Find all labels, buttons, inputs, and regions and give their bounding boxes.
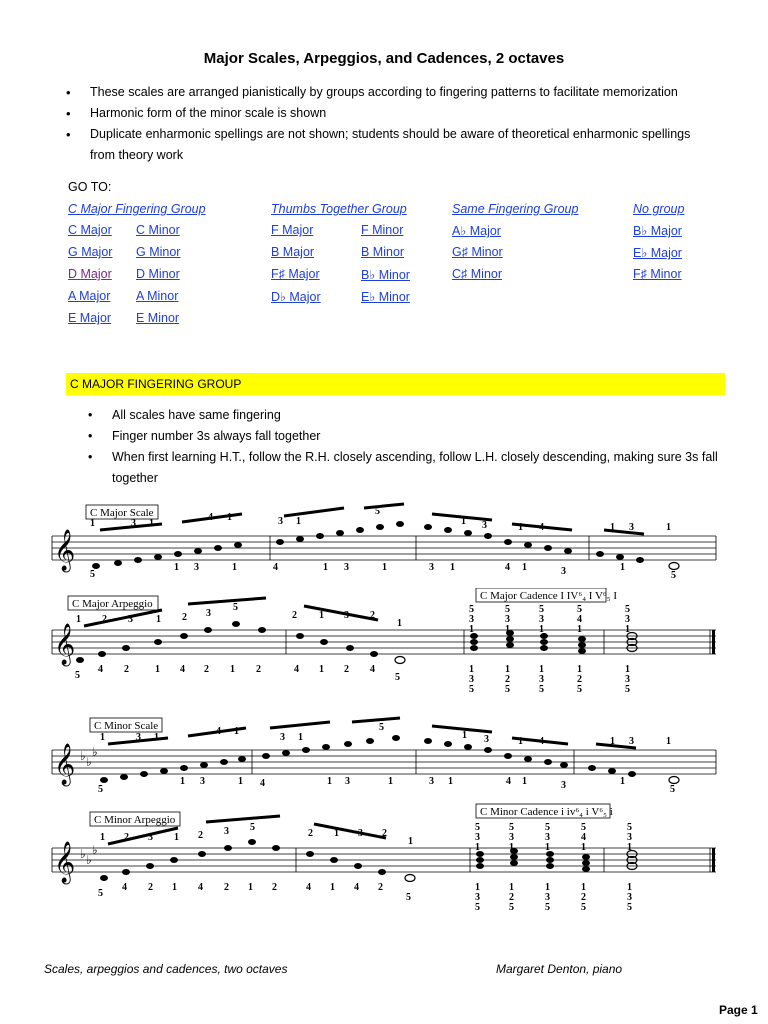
svg-text:1: 1 <box>450 562 455 573</box>
staff-lines <box>52 750 716 774</box>
svg-text:3: 3 <box>545 892 550 903</box>
svg-text:2: 2 <box>272 882 277 893</box>
link-c-major-fingering-group[interactable]: C Major Fingering Group <box>68 202 206 216</box>
svg-text:1: 1 <box>625 624 630 635</box>
treble-clef-icon: 𝄞 <box>54 744 76 785</box>
svg-text:1: 1 <box>545 882 550 893</box>
flat-icon: ♭ <box>92 843 98 857</box>
svg-text:1: 1 <box>174 562 179 573</box>
svg-text:2: 2 <box>382 828 387 839</box>
link-scale[interactable]: C Major <box>68 223 112 237</box>
svg-text:1: 1 <box>397 618 402 629</box>
svg-text:3: 3 <box>131 518 136 529</box>
svg-text:1: 1 <box>505 664 510 675</box>
svg-text:4: 4 <box>581 832 586 843</box>
svg-text:4: 4 <box>577 614 582 625</box>
svg-text:1: 1 <box>666 522 671 533</box>
svg-text:5: 5 <box>581 902 586 913</box>
svg-text:4: 4 <box>216 726 221 737</box>
svg-text:1: 1 <box>509 842 514 853</box>
svg-text:3: 3 <box>482 520 487 531</box>
link-thumbs-together-group[interactable]: Thumbs Together Group <box>271 202 407 216</box>
svg-text:5: 5 <box>671 570 676 580</box>
svg-text:5: 5 <box>406 892 411 903</box>
svg-text:5: 5 <box>545 902 550 913</box>
svg-text:5: 5 <box>625 604 630 615</box>
scale-label: C Minor Scale <box>94 720 159 732</box>
flat-icon: ♭ <box>80 749 86 763</box>
svg-text:2: 2 <box>124 832 129 843</box>
staff-notation <box>44 500 728 580</box>
svg-text:1: 1 <box>581 842 586 853</box>
svg-text:1: 1 <box>610 522 615 533</box>
svg-text:1: 1 <box>232 562 237 573</box>
svg-text:1: 1 <box>149 518 154 529</box>
svg-text:1: 1 <box>174 832 179 843</box>
svg-text:1: 1 <box>227 512 232 523</box>
svg-text:4: 4 <box>98 664 103 675</box>
svg-text:5: 5 <box>539 604 544 615</box>
svg-text:1: 1 <box>666 736 671 747</box>
svg-text:1: 1 <box>539 664 544 675</box>
staff-notation <box>44 800 728 920</box>
c-minor-arpeggio-staff <box>44 800 728 920</box>
svg-text:3: 3 <box>625 614 630 625</box>
cadence-label: C Minor Cadence i iv⁶₄ i V⁶₅ i <box>480 806 613 818</box>
svg-text:2: 2 <box>581 892 586 903</box>
svg-text:5: 5 <box>509 902 514 913</box>
svg-text:5: 5 <box>625 684 630 695</box>
svg-text:1: 1 <box>319 610 324 621</box>
scale-label: C Major Scale <box>90 507 154 519</box>
svg-text:3: 3 <box>280 732 285 743</box>
svg-text:3: 3 <box>128 614 133 625</box>
scale-label: C Major Arpeggio <box>72 598 153 610</box>
staff-notation <box>44 712 728 796</box>
svg-text:2: 2 <box>370 610 375 621</box>
flat-icon: ♭ <box>86 755 92 769</box>
svg-text:3: 3 <box>505 614 510 625</box>
svg-text:1: 1 <box>238 776 243 787</box>
svg-text:1: 1 <box>180 776 185 787</box>
svg-text:1: 1 <box>518 522 523 533</box>
svg-text:3: 3 <box>224 826 229 837</box>
svg-text:2: 2 <box>182 612 187 623</box>
svg-text:4: 4 <box>122 882 127 893</box>
link-no-group[interactable]: No group <box>633 202 685 216</box>
svg-text:3: 3 <box>561 566 566 577</box>
svg-text:1: 1 <box>627 842 632 853</box>
link-scale[interactable]: G Minor <box>136 245 181 259</box>
svg-text:5: 5 <box>90 569 95 580</box>
svg-text:5: 5 <box>469 684 474 695</box>
link-scale[interactable]: A♭ Major <box>452 224 501 238</box>
svg-text:1: 1 <box>627 882 632 893</box>
svg-text:2: 2 <box>509 892 514 903</box>
svg-text:1: 1 <box>509 882 514 893</box>
svg-text:1: 1 <box>610 736 615 747</box>
svg-text:1: 1 <box>577 624 582 635</box>
svg-text:3: 3 <box>545 832 550 843</box>
svg-text:5: 5 <box>250 822 255 833</box>
svg-text:3: 3 <box>625 674 630 685</box>
treble-clef-icon: 𝄞 <box>54 530 76 571</box>
section-banner: C MAJOR FINGERING GROUP <box>66 373 725 395</box>
c-major-scale-staff <box>44 500 728 580</box>
link-scale[interactable]: B Minor <box>361 245 405 259</box>
svg-text:3: 3 <box>561 780 566 791</box>
link-scale[interactable]: D Minor <box>136 267 180 281</box>
svg-text:3: 3 <box>148 832 153 843</box>
link-scale[interactable]: A Minor <box>136 289 179 303</box>
svg-text:3: 3 <box>627 892 632 903</box>
intro-bullet: • Duplicate enharmonic spellings are not shown; students should be aware of theoretical enharmonic spellings from theory work <box>66 124 716 166</box>
svg-text:1: 1 <box>319 664 324 675</box>
svg-text:3: 3 <box>539 614 544 625</box>
link-scale[interactable]: E♭ Major <box>633 246 682 260</box>
svg-text:5: 5 <box>469 604 474 615</box>
svg-text:2: 2 <box>148 882 153 893</box>
svg-text:1: 1 <box>620 776 625 787</box>
link-scale[interactable]: G Major <box>68 245 113 259</box>
svg-text:3: 3 <box>469 614 474 625</box>
svg-text:1: 1 <box>448 776 453 787</box>
svg-text:2: 2 <box>505 674 510 685</box>
svg-text:1: 1 <box>545 842 550 853</box>
svg-text:4: 4 <box>505 562 510 573</box>
svg-text:3: 3 <box>194 562 199 573</box>
flat-icon: ♭ <box>80 847 86 861</box>
svg-text:3: 3 <box>206 608 211 619</box>
svg-text:1: 1 <box>408 836 413 847</box>
link-scale[interactable]: C♯ Minor <box>452 267 503 281</box>
svg-text:3: 3 <box>629 522 634 533</box>
svg-text:3: 3 <box>200 776 205 787</box>
link-scale[interactable]: F♯ Minor <box>633 267 682 281</box>
svg-text:2: 2 <box>577 674 582 685</box>
svg-text:5: 5 <box>475 902 480 913</box>
svg-text:5: 5 <box>627 822 632 833</box>
svg-text:1: 1 <box>90 518 95 529</box>
section-bullet-list <box>88 405 728 489</box>
svg-text:5: 5 <box>98 784 103 795</box>
link-scale[interactable]: D♭ Major <box>271 290 321 304</box>
svg-text:1: 1 <box>76 614 81 625</box>
svg-text:3: 3 <box>429 776 434 787</box>
intro-bullet-list <box>66 82 716 166</box>
svg-text:3: 3 <box>136 732 141 743</box>
svg-text:2: 2 <box>204 664 209 675</box>
svg-text:3: 3 <box>344 610 349 621</box>
svg-text:5: 5 <box>395 672 400 683</box>
link-scale[interactable]: A Major <box>68 289 111 303</box>
c-major-arpeggio-staff <box>44 588 728 700</box>
svg-text:1: 1 <box>388 776 393 787</box>
final-barline <box>712 848 715 872</box>
svg-text:1: 1 <box>155 664 160 675</box>
link-scale[interactable]: B♭ Minor <box>361 268 410 282</box>
link-scale[interactable]: D Major <box>68 267 112 281</box>
svg-text:5: 5 <box>98 888 103 899</box>
svg-text:3: 3 <box>429 562 434 573</box>
svg-text:1: 1 <box>625 664 630 675</box>
intro-bullet: • Harmonic form of the minor scale is shown <box>66 103 716 124</box>
section-bullet: • Finger number 3s always fall together <box>88 426 728 447</box>
svg-text:1: 1 <box>522 562 527 573</box>
svg-text:1: 1 <box>469 664 474 675</box>
svg-text:5: 5 <box>505 604 510 615</box>
svg-text:5: 5 <box>545 822 550 833</box>
scale-label: C Minor Arpeggio <box>94 814 176 826</box>
svg-text:3: 3 <box>469 674 474 685</box>
svg-text:3: 3 <box>539 674 544 685</box>
svg-text:1: 1 <box>382 562 387 573</box>
svg-text:3: 3 <box>345 776 350 787</box>
svg-text:1: 1 <box>475 882 480 893</box>
svg-text:1: 1 <box>154 732 159 743</box>
c-minor-scale-staff <box>44 712 728 796</box>
final-barline <box>712 630 715 654</box>
svg-text:3: 3 <box>475 892 480 903</box>
svg-text:1: 1 <box>172 882 177 893</box>
svg-text:3: 3 <box>627 832 632 843</box>
section-bullet: • When first learning H.T., follow the R.H. closely ascending, follow L.H. closely descending, making sure 3s fall together <box>88 447 728 489</box>
svg-text:1: 1 <box>248 882 253 893</box>
link-scale[interactable]: B Major <box>271 245 315 259</box>
svg-text:3: 3 <box>344 562 349 573</box>
svg-text:3: 3 <box>629 736 634 747</box>
staff-notation <box>44 588 728 700</box>
svg-text:5: 5 <box>75 670 80 681</box>
svg-text:5: 5 <box>581 822 586 833</box>
page-title: Major Scales, Arpeggios, and Cadences, 2 octaves <box>203 50 565 67</box>
svg-text:1: 1 <box>156 614 161 625</box>
svg-text:1: 1 <box>522 776 527 787</box>
link-scale[interactable]: E♭ Minor <box>361 290 410 304</box>
link-scale[interactable]: B♭ Major <box>633 224 682 238</box>
svg-text:1: 1 <box>327 776 332 787</box>
svg-text:5: 5 <box>475 822 480 833</box>
footer-right-text: Margaret Denton, piano <box>496 962 623 976</box>
svg-text:1: 1 <box>462 730 467 741</box>
beams <box>100 504 644 534</box>
svg-text:2: 2 <box>102 614 107 625</box>
svg-text:3: 3 <box>509 832 514 843</box>
svg-text:5: 5 <box>505 684 510 695</box>
svg-text:4: 4 <box>354 882 359 893</box>
svg-text:4: 4 <box>260 778 265 789</box>
svg-text:4: 4 <box>198 882 203 893</box>
svg-text:1: 1 <box>334 828 339 839</box>
svg-text:1: 1 <box>100 832 105 843</box>
link-scale[interactable]: F Major <box>271 223 314 237</box>
svg-text:1: 1 <box>505 624 510 635</box>
intro-bullet: • These scales are arranged pianistically by groups according to fingering patterns to facilitate memorization <box>66 82 716 103</box>
svg-text:1: 1 <box>581 882 586 893</box>
svg-text:5: 5 <box>627 902 632 913</box>
svg-text:2: 2 <box>344 664 349 675</box>
svg-text:2: 2 <box>292 610 297 621</box>
svg-text:4: 4 <box>306 882 311 893</box>
svg-text:2: 2 <box>308 828 313 839</box>
svg-text:5: 5 <box>539 684 544 695</box>
svg-text:1: 1 <box>296 516 301 527</box>
section-bullet: • All scales have same fingering <box>88 405 728 426</box>
svg-text:1: 1 <box>298 732 303 743</box>
svg-text:5: 5 <box>379 722 384 733</box>
svg-text:1: 1 <box>518 736 523 747</box>
svg-text:1: 1 <box>469 624 474 635</box>
svg-text:3: 3 <box>358 828 363 839</box>
svg-text:2: 2 <box>198 830 203 841</box>
svg-text:2: 2 <box>378 882 383 893</box>
svg-text:1: 1 <box>234 726 239 737</box>
footer-left-text: Scales, arpeggios and cadences, two octaves <box>44 962 288 976</box>
svg-text:3: 3 <box>475 832 480 843</box>
link-scale[interactable]: F Minor <box>361 223 404 237</box>
svg-text:5: 5 <box>577 604 582 615</box>
svg-text:4: 4 <box>208 512 213 523</box>
goto-label: GO TO: <box>68 180 112 194</box>
link-scale[interactable]: C Minor <box>136 223 180 237</box>
svg-text:1: 1 <box>323 562 328 573</box>
page-number: Page 1 <box>719 1003 758 1017</box>
staff-lines <box>52 630 716 654</box>
svg-text:5: 5 <box>233 602 238 613</box>
svg-text:3: 3 <box>278 516 283 527</box>
svg-text:1: 1 <box>100 732 105 743</box>
svg-text:2: 2 <box>124 664 129 675</box>
svg-text:1: 1 <box>461 516 466 527</box>
link-scale[interactable]: E Major <box>68 311 112 325</box>
svg-text:1: 1 <box>620 562 625 573</box>
svg-text:3: 3 <box>484 734 489 745</box>
link-same-fingering-group[interactable]: Same Fingering Group <box>452 202 579 216</box>
link-scale[interactable]: G♯ Minor <box>452 245 503 259</box>
svg-text:1: 1 <box>577 664 582 675</box>
svg-text:2: 2 <box>256 664 261 675</box>
treble-clef-icon: 𝄞 <box>54 624 76 665</box>
flat-icon: ♭ <box>92 745 98 759</box>
svg-text:4: 4 <box>370 664 375 675</box>
svg-text:5: 5 <box>670 784 675 795</box>
svg-text:1: 1 <box>539 624 544 635</box>
svg-text:1: 1 <box>475 842 480 853</box>
cadence-label: C Major Cadence I IV⁶₄ I V⁶₅ I <box>480 590 618 602</box>
treble-clef-icon: 𝄞 <box>54 842 76 883</box>
svg-text:5: 5 <box>577 684 582 695</box>
svg-text:5: 5 <box>509 822 514 833</box>
svg-text:4: 4 <box>273 562 278 573</box>
svg-text:4: 4 <box>294 664 299 675</box>
svg-text:5: 5 <box>375 506 380 517</box>
link-scale[interactable]: F♯ Major <box>271 267 320 281</box>
svg-text:1: 1 <box>230 664 235 675</box>
svg-text:4: 4 <box>539 522 544 533</box>
flat-icon: ♭ <box>86 853 92 867</box>
svg-text:1: 1 <box>330 882 335 893</box>
svg-text:4: 4 <box>180 664 185 675</box>
svg-text:2: 2 <box>224 882 229 893</box>
svg-text:4: 4 <box>506 776 511 787</box>
link-scale[interactable]: E Minor <box>136 311 180 325</box>
svg-text:4: 4 <box>539 736 544 747</box>
